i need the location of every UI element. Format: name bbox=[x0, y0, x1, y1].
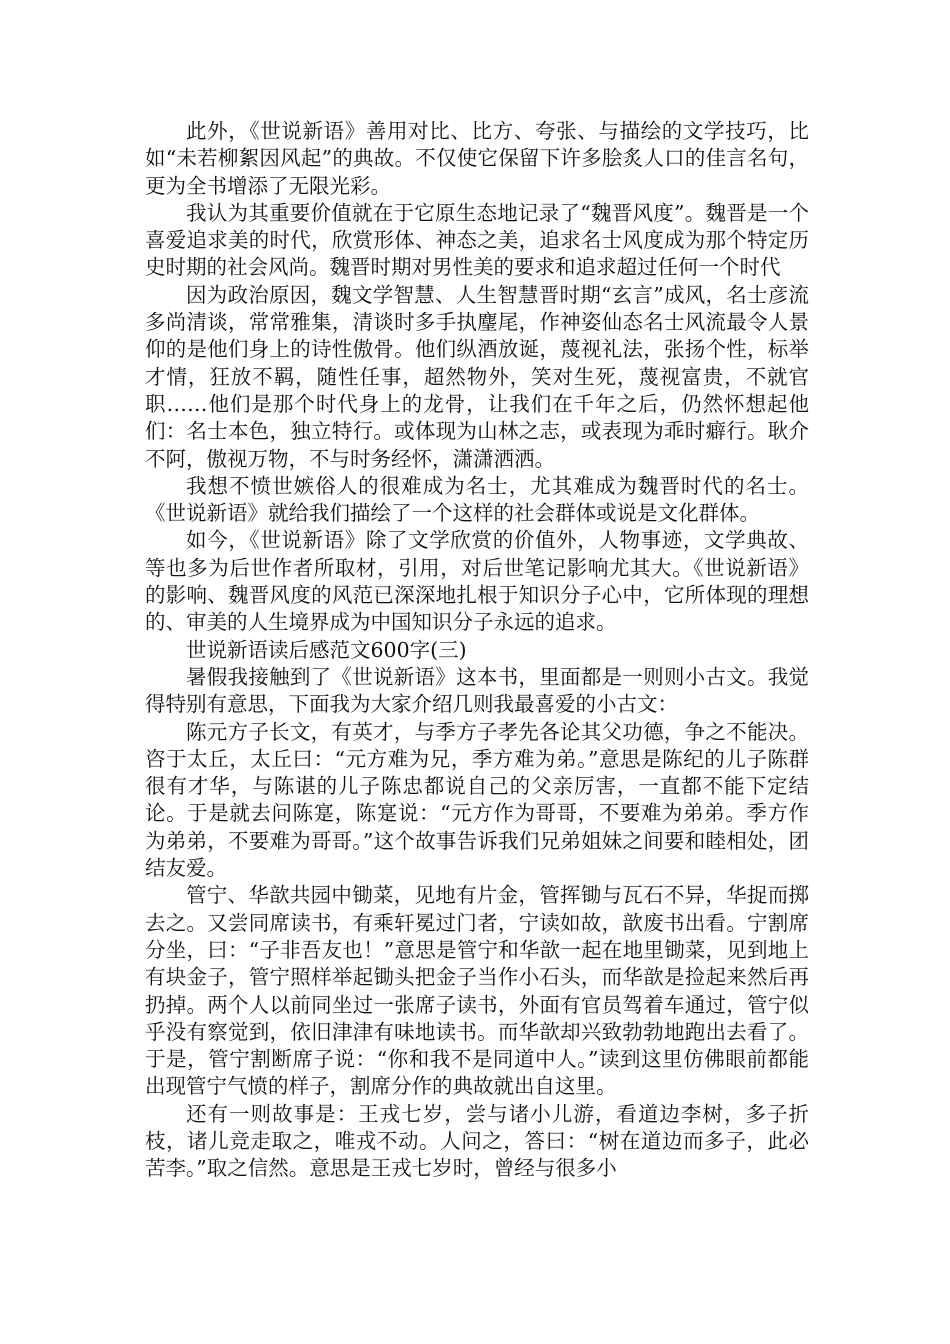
paragraph-guan-ning: 管宁、华歆共园中锄菜，见地有片金，管挥锄与瓦石不异，华捉而掷去之。又尝同席读书，有乘轩冕过门者，宁读如故，歆废书出看。宁割席分坐，曰：“子非吾友也！”意思是管宁和华歆一起在地里锄菜，见到地上有块金子，管宁照样举起锄头把金子当作小石头，而华歆是捡起来然后再扔掉。两个人以前同坐过一张席子读书，外面有官员驾着车通过，管宁似乎没有察觉到，依旧津津有味地读书。而华歆却兴致勃勃地跑出去看了。于是，管宁割断席子说：“你和我不是同道中人。”读到这里仿佛眼前都能出现管宁气愤的样子，割席分作的典故就出自这里。 bbox=[145, 883, 809, 1099]
paragraph-political-reasons: 因为政治原因，魏文学智慧、人生智慧晋时期“玄言”成风，名士彦流多尚清谈，常常雅集，清谈时多手执麈尾，作神姿仙态名士风流最令人景仰的是他们身上的诗性傲骨。他们纵酒放诞，蔑视礼法，张扬个性，标举才情，狂放不羁，随性任事，超然物外，笑对生死，蔑视富贵，不就官职……他们是那个时代身上的龙骨，让我们在千年之后，仍然怀想起他们：名士本色，独立特行。或体现为山林之志，或表现为乖时癖行。耿介不阿，傲视万物，不与时务经怀，潇潇洒洒。 bbox=[145, 282, 809, 471]
paragraph-summer-reading: 暑假我接触到了《世说新语》这本书，里面都是一则则小古文。我觉得特别有意思，下面我为大家介绍几则我最喜爱的小古文： bbox=[145, 664, 809, 717]
paragraph-weijin-style: 我认为其重要价值就在于它原生态地记录了“魏晋风度”。魏晋是一个喜爱追求美的时代，欣赏形体、神态之美，追求名士风度成为那个特定历史时期的社会风尚。魏晋时期对男性美的要求和追求超过任何一个时代 bbox=[145, 200, 809, 280]
paragraph-influence: 如今，《世说新语》除了文学欣赏的价值外，人物事迹，文学典故、等也多为后世作者所取材，引用，对后世笔记影响尤其大。《世说新语》的影响、魏晋风度的风范已深深地扎根于知识分子心中，它所体现的理想的、审美的人生境界成为中国知识分子永远的追求。 bbox=[145, 528, 809, 635]
paragraph-wang-rong: 还有一则故事是：王戎七岁，尝与诸小儿游，看道边李树，多子折枝，诸儿竞走取之，唯戎不动。人问之，答曰：“树在道边而多子，此必苦李。”取之信然。意思是王戎七岁时，曾经与很多小 bbox=[145, 1101, 809, 1181]
section-heading: 世说新语读后感范文600字(三) bbox=[186, 637, 467, 662]
paragraph-chen-yuanfang: 陈元方子长文，有英才，与季方子孝先各论其父功德，争之不能决。咨于太丘，太丘曰：“元方难为兄，季方难为弟。”意思是陈纪的儿子陈群很有才华，与陈谌的儿子陈忠都说自己的父亲厉害，一直都不能下定结论。于是就去问陈寔，陈寔说：“元方作为哥哥，不要难为弟弟。季方作为弟弟，不要难为哥哥。”这个故事告诉我们兄弟姐妹之间要和睦相处，团结友爱。 bbox=[145, 719, 809, 881]
paragraph-rhetoric: 此外，《世说新语》善用对比、比方、夸张、与描绘的文学技巧，比如“未若柳絮因风起”的典故。不仅使它保留下许多脍炙人口的佳言名句，更为全书增添了无限光彩。 bbox=[145, 119, 809, 198]
paragraph-famous-scholars: 我想不愤世嫉俗人的很难成为名士，尤其难成为魏晋时代的名士。《世说新语》就给我们描绘了一个这样的社会群体或说是文化群体。 bbox=[145, 473, 809, 526]
document-page bbox=[145, 118, 809, 1183]
